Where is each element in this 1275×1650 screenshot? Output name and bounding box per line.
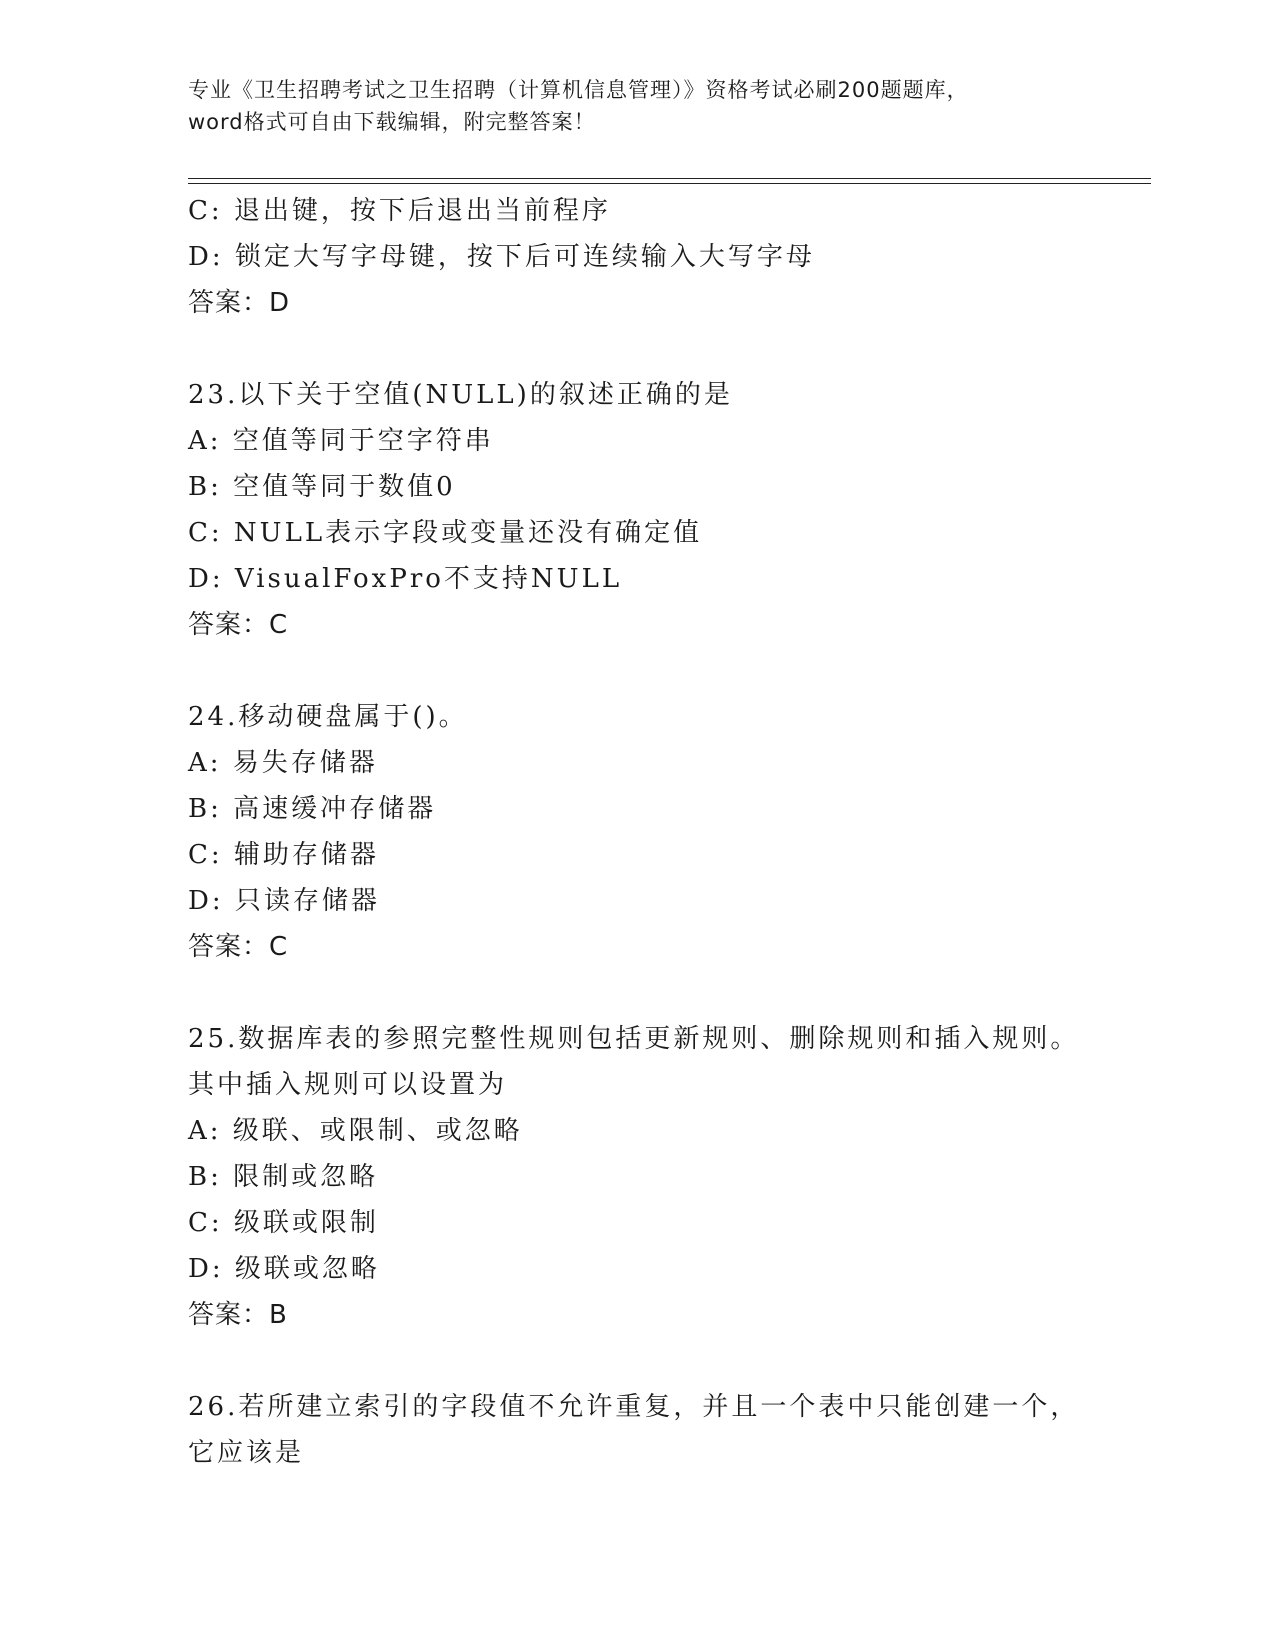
- question-list: [188, 188, 1108, 1476]
- question-text-line-1: 26.若所建立索引的字段值不允许重复，并且一个表中只能创建一个，: [188, 1392, 1080, 1422]
- option-b: B: 空值等同于数值0: [188, 472, 456, 502]
- answer: 答案：D: [188, 288, 291, 318]
- question-text: 23.以下关于空值(NULL)的叙述正确的是: [188, 380, 733, 410]
- option-c: C: 级联或限制: [188, 1208, 379, 1238]
- option-d: D: 锁定大写字母键，按下后可连续输入大写字母: [188, 242, 815, 272]
- option-c: C: 辅助存储器: [188, 840, 379, 870]
- option-c: C: NULL表示字段或变量还没有确定值: [188, 518, 703, 548]
- answer: 答案：B: [188, 1300, 288, 1330]
- option-d: D: VisualFoxPro不支持NULL: [188, 564, 623, 594]
- header-divider-top: [188, 178, 1151, 179]
- option-a: A: 级联、或限制、或忽略: [188, 1116, 523, 1146]
- question-text: 24.移动硬盘属于()。: [188, 702, 468, 732]
- question-24: [188, 694, 1108, 970]
- question-text-line-1: 25.数据库表的参照完整性规则包括更新规则、删除规则和插入规则。: [188, 1024, 1080, 1054]
- question-text-line-2: 它应该是: [188, 1438, 305, 1468]
- option-a: A: 空值等同于空字符串: [188, 426, 494, 456]
- header-divider-bottom: [188, 183, 1151, 184]
- question-25: [188, 1016, 1108, 1338]
- header-title-line-1: 专业《卫生招聘考试之卫生招聘（计算机信息管理）》资格考试必刷200题题库，: [188, 78, 969, 102]
- question-23: [188, 372, 1108, 648]
- spacer: [188, 970, 1108, 1016]
- spacer: [188, 648, 1108, 694]
- answer: 答案：C: [188, 610, 289, 640]
- option-b: B: 限制或忽略: [188, 1162, 379, 1192]
- header-title-line-2: word格式可自由下载编辑，附完整答案！: [188, 110, 596, 134]
- document-header: [188, 74, 1088, 138]
- option-c: C: 退出键，按下后退出当前程序: [188, 196, 611, 226]
- question-text-line-2: 其中插入规则可以设置为: [188, 1070, 508, 1100]
- spacer: [188, 1338, 1108, 1384]
- question-26: [188, 1384, 1108, 1476]
- option-b: B: 高速缓冲存储器: [188, 794, 437, 824]
- question-22: [188, 188, 1108, 326]
- option-d: D: 只读存储器: [188, 886, 380, 916]
- answer: 答案：C: [188, 932, 289, 962]
- option-a: A: 易失存储器: [188, 748, 378, 778]
- option-d: D: 级联或忽略: [188, 1254, 380, 1284]
- spacer: [188, 326, 1108, 372]
